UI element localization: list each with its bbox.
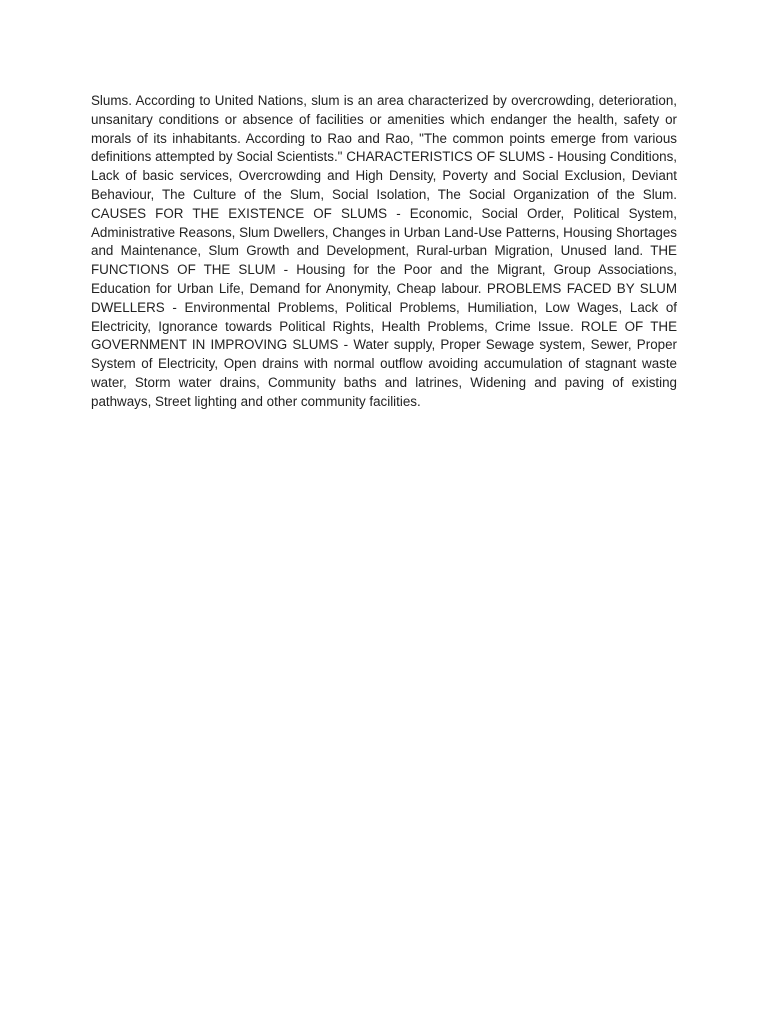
- body-paragraph: Slums. According to United Nations, slum is an area characterized by overcrowding, deterioration, unsanitary conditions or absence of facilities or amenities which endanger the health, safety or morals of its inhabitants. According to Rao and Rao, "The common points emerge from various definitions attempted by Social Scientists." CHARACTERISTICS OF SLUMS - Housing Conditions, Lack of basic services, Overcrowding and High Density, Poverty and Social Exclusion, Deviant Behaviour, The Culture of the Slum, Social Isolation, The Social Organization of the Slum. CAUSES FOR THE EXISTENCE OF SLUMS - Economic, Social Order, Political System, Administrative Reasons, Slum Dwellers, Changes in Urban Land-Use Patterns, Housing Shortages and Maintenance, Slum Growth and Development, Rural-urban Migration, Unused land. THE FUNCTIONS OF THE SLUM - Housing for the Poor and the Migrant, Group Associations, Education for Urban Life, Demand for Anonymity, Cheap labour. PROBLEMS FACED BY SLUM DWELLERS - Environmental Problems, Political Problems, Humiliation, Low Wages, Lack of Electricity, Ignorance towards Political Rights, Health Problems, Crime Issue. ROLE OF THE GOVERNMENT IN IMPROVING SLUMS - Water supply, Proper Sewage system, Sewer, Proper System of Electricity, Open drains with normal outflow avoiding accumulation of stagnant waste water, Storm water drains, Community baths and latrines, Widening and paving of existing pathways, Street lighting and other community facilities.: [91, 93, 677, 409]
